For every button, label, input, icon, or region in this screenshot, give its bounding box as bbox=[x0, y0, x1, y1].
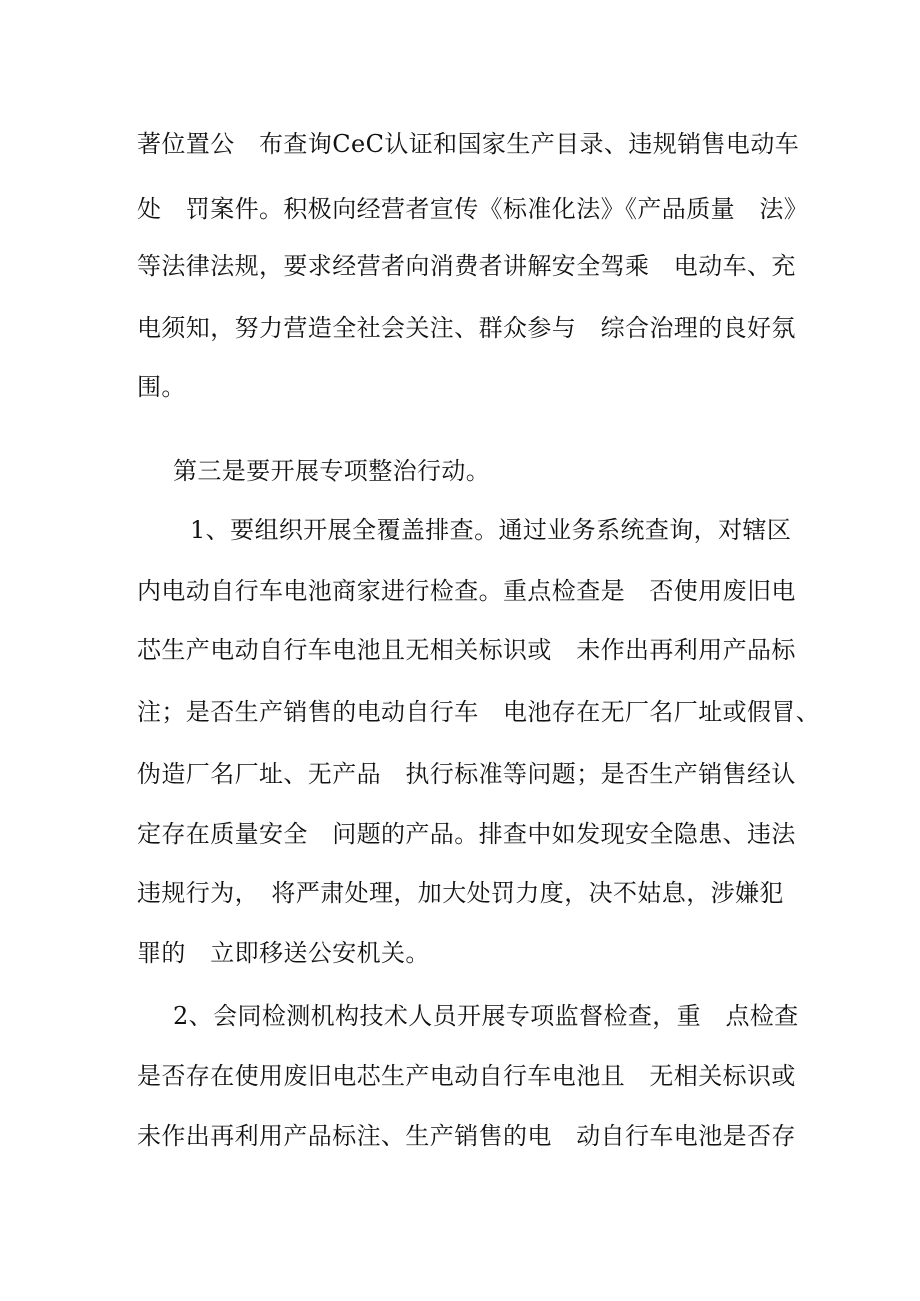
text-line: 伪造厂名厂址、无产品 执行标准等问题；是否生产销售经认 bbox=[137, 760, 796, 788]
text-line: 1、要组织开展全覆盖排查。通过业务系统查询，对辖区 bbox=[190, 516, 792, 544]
text-line: 等法律法规，要求经营者向消费者讲解安全驾乘 电动车、充 bbox=[137, 252, 796, 280]
text-line: 处 罚案件。积极向经营者宣传《标准化法》《产品质量 法》 bbox=[137, 195, 809, 223]
text-line: 内电动自行车电池商家进行检查。重点检查是 否使用废旧电 bbox=[137, 577, 796, 605]
text-line: 著位置公 布查询CeC认证和国家生产目录、违规销售电动车 bbox=[137, 130, 800, 158]
text-line: 注；是否生产销售的电动自行车 电池存在无厂名厂址或假冒、 bbox=[137, 698, 821, 726]
text-line: 罪的 立即移送公安机关。 bbox=[137, 939, 430, 967]
text-line: 定存在质量安全 问题的产品。排查中如发现安全隐患、违法 bbox=[137, 820, 796, 848]
text-line: 未作出再利用产品标注、生产销售的电 动自行车电池是否存 bbox=[137, 1122, 796, 1150]
text-line: 违规行为， 将严肃处理，加大处罚力度，决不姑息，涉嫌犯 bbox=[137, 879, 784, 907]
text-line: 电须知，努力营造全社会关注、群众参与 综合治理的良好氛 bbox=[137, 314, 796, 342]
text-line: 2、会同检测机构技术人员开展专项监督检查，重 点检查 bbox=[173, 1002, 799, 1030]
text-line: 芯生产电动自行车电池且无相关标识或 未作出再利用产品标 bbox=[137, 636, 796, 664]
text-line: 围。 bbox=[137, 373, 186, 401]
section-heading: 第三是要开展专项整治行动。 bbox=[173, 457, 491, 485]
text-line: 是否存在使用废旧电芯生产电动自行车电池且 无相关标识或 bbox=[137, 1062, 796, 1090]
